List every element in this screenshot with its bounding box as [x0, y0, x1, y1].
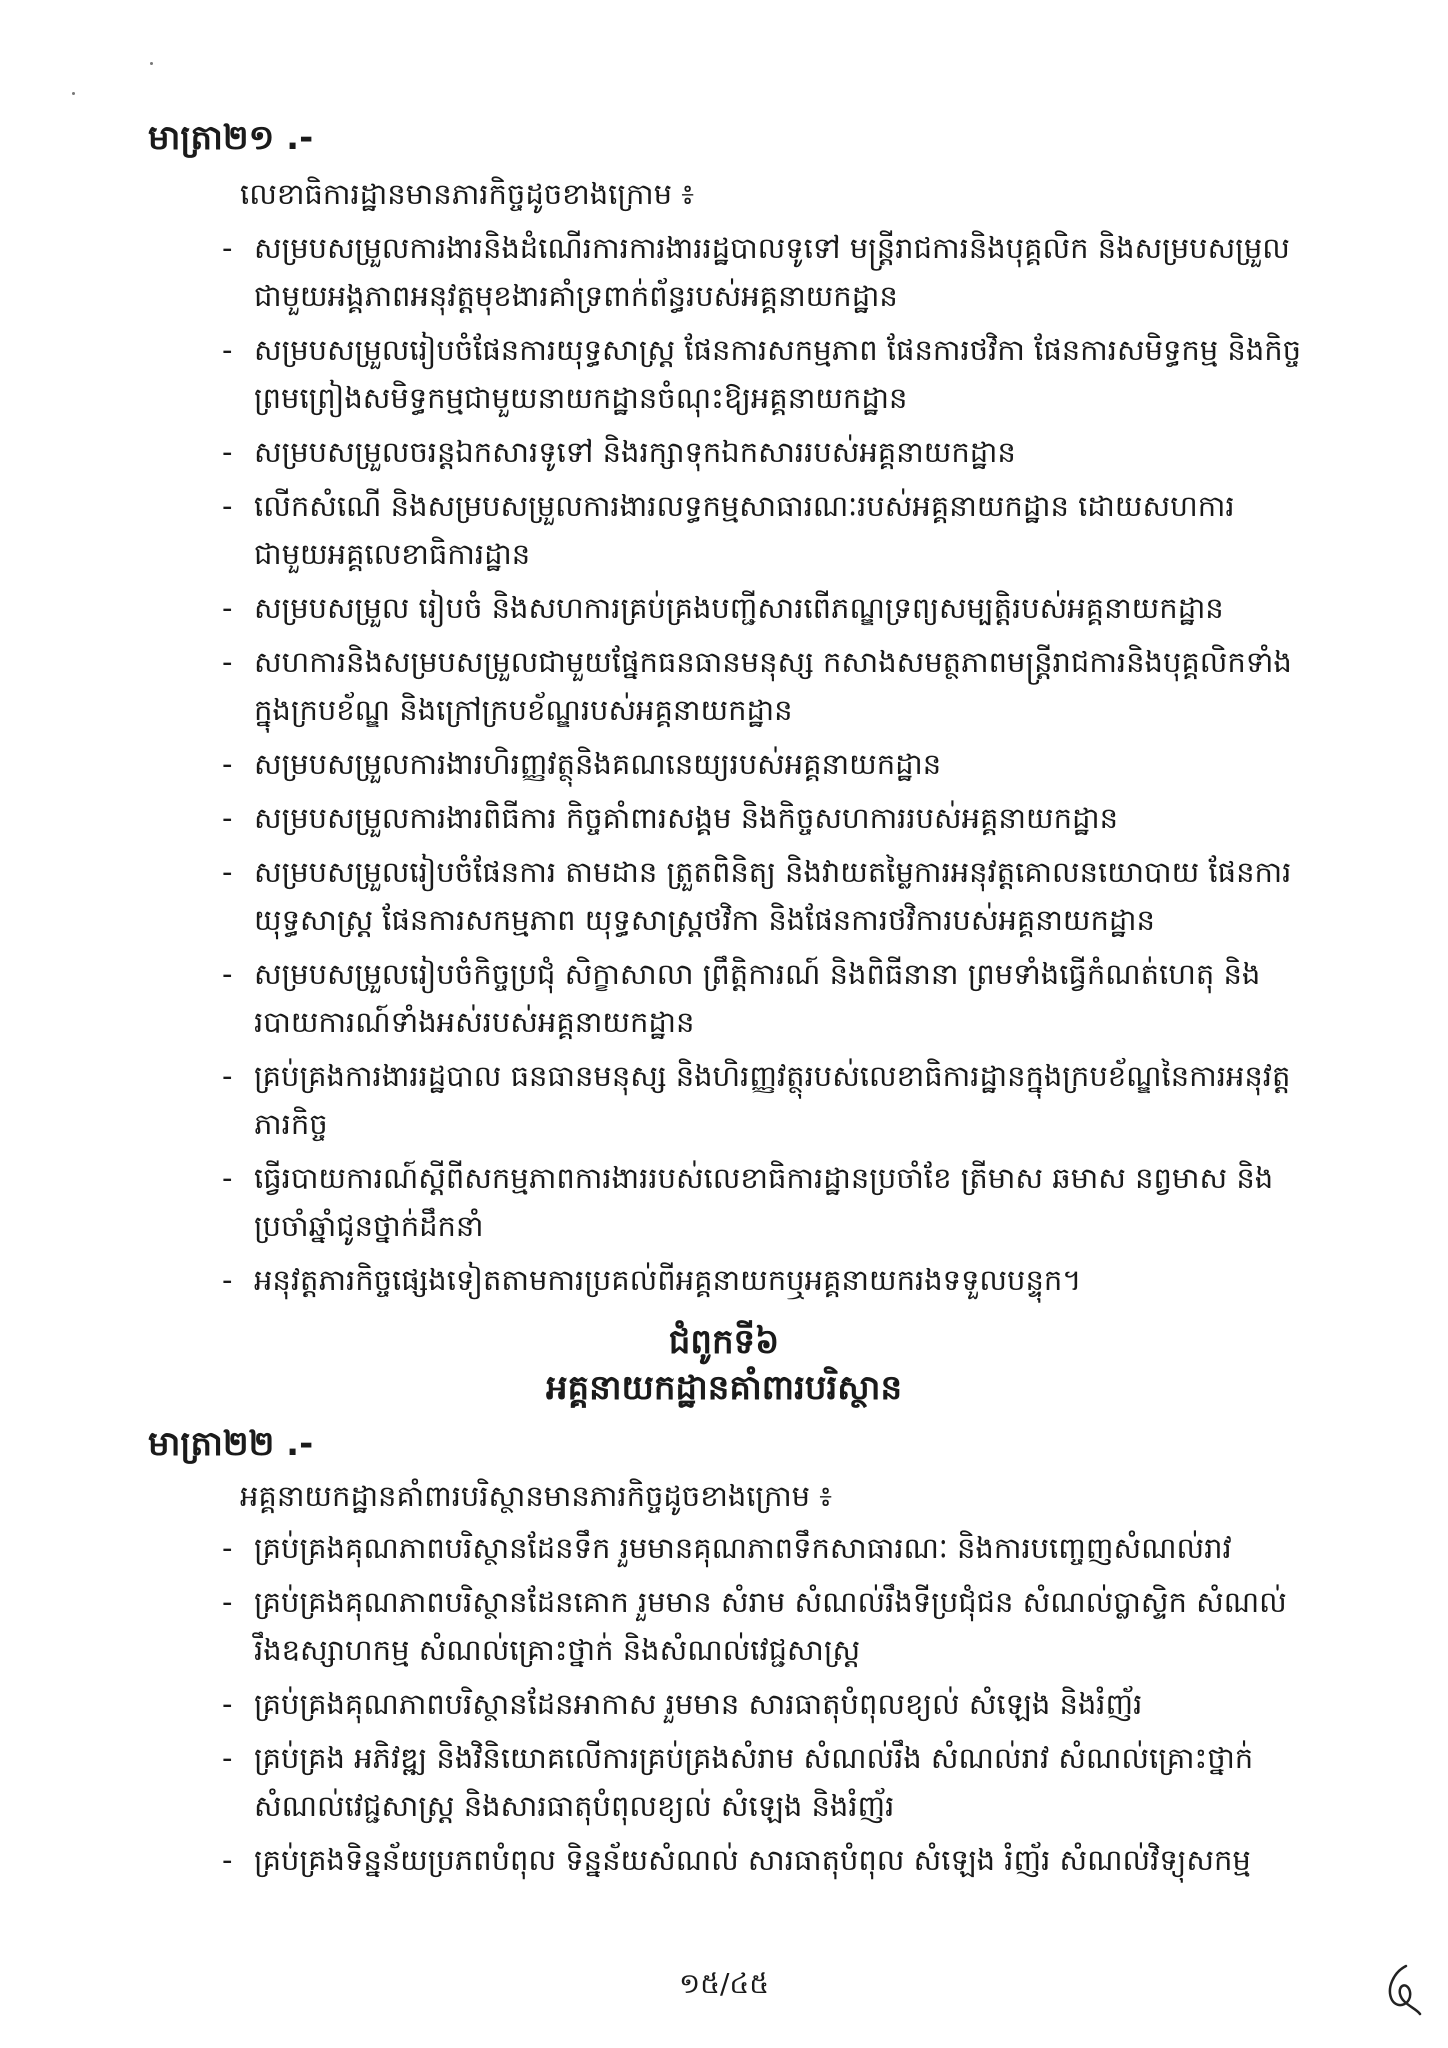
- list-item-text: សហការនិងសម្របសម្រួលជាមួយផ្នែកធនធានមនុស្ស កសាងសមត្ថភាពមន្ត្រីរាជការនិងបុគ្គលិកទាំងក្នុងក្របខ័ណ្ឌ និងក្រៅក្របខ័ណ្ឌរបស់អគ្គនាយកដ្ឋាន: [254, 645, 1292, 727]
- list-item: [222, 1680, 1302, 1728]
- list-item: [222, 1524, 1302, 1572]
- list-item-text: សម្របសម្រួលរៀបចំផែនការយុទ្ធសាស្ត្រ ផែនការសកម្មភាព ផែនការថវិកា ផែនការសមិទ្ធកម្ម និងកិច្ចព្រមព្រៀងសមិទ្ធកម្មជាមួយនាយកដ្ឋានចំណុះឱ្យអគ្គនាយកដ្ឋាន: [254, 333, 1302, 415]
- list-item: [222, 1836, 1302, 1884]
- list-bullet: -: [222, 957, 233, 991]
- article-21-duties-list: [222, 224, 1302, 1310]
- list-item: [222, 326, 1302, 422]
- article-22-heading: មាត្រា២២ .-: [148, 1424, 314, 1464]
- list-item-text: សម្របសម្រួលរៀបចំផែនការ តាមដាន ត្រួតពិនិត្យ និងវាយតម្លៃការអនុវត្តគោលនយោបាយ ផែនការយុទ្ធសាស្ត្រ ផែនការសកម្មភាព យុទ្ធសាស្ត្រថវិកា និងផែនការថវិការបស់អគ្គនាយកដ្ឋាន: [254, 855, 1292, 937]
- list-item: [222, 224, 1302, 320]
- scan-speck: [150, 62, 153, 65]
- list-bullet: -: [222, 645, 233, 679]
- list-item-text: គ្រប់គ្រង អភិវឌ្ឍ និងវិនិយោគលើការគ្រប់គ្រងសំរាម សំណល់រឹង សំណល់រាវ សំណល់គ្រោះថ្នាក់ សំណល់វេជ្ជសាស្ត្រ និងសារធាតុបំពុលខ្យល់ សំឡេង និងរំញ័រ: [254, 1741, 1254, 1823]
- list-item: [222, 584, 1302, 632]
- list-bullet: -: [222, 435, 233, 469]
- article-22-duties-list: [222, 1524, 1302, 1890]
- list-bullet: -: [222, 591, 233, 625]
- list-item: [222, 1734, 1302, 1830]
- list-item-text: គ្រប់គ្រងគុណភាពបរិស្ថានដែនទឹក រួមមានគុណភាពទឹកសាធារណៈ និងការបញ្ចេញសំណល់រាវ: [254, 1531, 1232, 1565]
- list-bullet: -: [222, 1263, 233, 1297]
- page-number: ១៥/៤៥: [678, 1967, 770, 2000]
- article-21-heading: មាត្រា២១ .-: [148, 118, 314, 158]
- list-item-text: ធ្វើរបាយការណ៍ស្តីពីសកម្មភាពការងាររបស់លេខាធិការដ្ឋានប្រចាំខែ ត្រីមាស ឆមាស នព្វមាស និងប្រចាំឆ្នាំជូនថ្នាក់ដឹកនាំ: [254, 1161, 1274, 1243]
- list-bullet: -: [222, 333, 233, 367]
- list-item: [222, 638, 1302, 734]
- list-item-text: សម្របសម្រួលការងារហិរញ្ញវត្ថុនិងគណនេយ្យរបស់អគ្គនាយកដ្ឋាន: [254, 747, 942, 781]
- list-item-text: សម្របសម្រួលការងារពិធីការ កិច្ចគាំពារសង្គម និងកិច្ចសហការរបស់អគ្គនាយកដ្ឋាន: [254, 801, 1119, 835]
- list-bullet: -: [222, 1585, 233, 1619]
- chapter-number: ជំពូកទី៦: [668, 1322, 780, 1362]
- list-item: [222, 1256, 1302, 1304]
- list-item: [222, 1578, 1302, 1674]
- list-item: [222, 1154, 1302, 1250]
- list-item: [222, 848, 1302, 944]
- list-bullet: -: [222, 1843, 233, 1877]
- list-bullet: -: [222, 1059, 233, 1093]
- list-item: [222, 794, 1302, 842]
- scan-speck: [72, 92, 75, 95]
- handwritten-initial-mark: [1376, 1958, 1426, 2018]
- list-bullet: -: [222, 1531, 233, 1565]
- list-item: [222, 740, 1302, 788]
- list-item-text: សម្របសម្រួលការងារនិងដំណើរការការងាររដ្ឋបាលទូទៅ មន្ត្រីរាជការនិងបុគ្គលិក និងសម្របសម្រួលជាមួយអង្គភាពអនុវត្តមុខងារគាំទ្រពាក់ព័ន្ធរបស់អគ្គនាយកដ្ឋាន: [254, 231, 1290, 313]
- list-item-text: លើកសំណើ និងសម្របសម្រួលការងារលទ្ធកម្មសាធារណៈរបស់អគ្គនាយកដ្ឋាន ដោយសហការជាមួយអគ្គលេខាធិការដ្ឋាន: [254, 489, 1235, 571]
- list-item-text: គ្រប់គ្រងគុណភាពបរិស្ថានដែនអាកាស រួមមាន សារធាតុបំពុលខ្យល់ សំឡេង និងរំញ័រ: [254, 1687, 1143, 1721]
- list-bullet: -: [222, 231, 233, 265]
- list-bullet: -: [222, 801, 233, 835]
- list-bullet: -: [222, 1161, 233, 1195]
- list-item-text: គ្រប់គ្រងគុណភាពបរិស្ថានដែនគោក រួមមាន សំរាម សំណល់រឹងទីប្រជុំជន សំណល់ប្លាស្ទិក សំណល់រឹងឧស្សាហកម្ម សំណល់គ្រោះថ្នាក់ និងសំណល់វេជ្ជសាស្ត្រ: [254, 1585, 1287, 1667]
- list-item: [222, 482, 1302, 578]
- list-item-text: អនុវត្តភារកិច្ចផ្សេងទៀតតាមការប្រគល់ពីអគ្គនាយកឬអគ្គនាយករងទទួលបន្ទុក។: [254, 1263, 1082, 1297]
- article-21-intro: លេខាធិការដ្ឋានមានភារកិច្ចដូចខាងក្រោម ៖: [240, 177, 694, 211]
- article-22-intro: អគ្គនាយកដ្ឋានគាំពារបរិស្ថានមានភារកិច្ចដូចខាងក្រោម ៖: [240, 1479, 833, 1513]
- list-bullet: -: [222, 1687, 233, 1721]
- list-item-text: សម្របសម្រួលចរន្តឯកសារទូទៅ និងរក្សាទុកឯកសាររបស់អគ្គនាយកដ្ឋាន: [254, 435, 1016, 469]
- list-item-text: សម្របសម្រួល រៀបចំ និងសហការគ្រប់គ្រងបញ្ជីសារពើភណ្ឌទ្រព្យសម្បត្តិរបស់អគ្គនាយកដ្ឋាន: [254, 591, 1224, 625]
- list-item: [222, 428, 1302, 476]
- chapter-title: អគ្គនាយកដ្ឋានគាំពារបរិស្ថាន: [545, 1368, 903, 1408]
- list-bullet: -: [222, 489, 233, 523]
- list-item-text: សម្របសម្រួលរៀបចំកិច្ចប្រជុំ សិក្ខាសាលា ព្រឹត្តិការណ៍ និងពិធីនានា ព្រមទាំងធ្វើកំណត់ហេតុ និងរបាយការណ៍ទាំងអស់របស់អគ្គនាយកដ្ឋាន: [254, 957, 1261, 1039]
- list-item-text: គ្រប់គ្រងទិន្នន័យប្រភពបំពុល ទិន្នន័យសំណល់ សារធាតុបំពុល សំឡេង រំញ័រ សំណល់វិទ្យុសកម្ម: [254, 1843, 1251, 1877]
- list-bullet: -: [222, 855, 233, 889]
- list-bullet: -: [222, 1741, 233, 1775]
- list-item-text: គ្រប់គ្រងការងាររដ្ឋបាល ធនធានមនុស្ស និងហិរញ្ញវត្ថុរបស់លេខាធិការដ្ឋានក្នុងក្របខ័ណ្ឌនៃការអនុវត្តភារកិច្ច: [254, 1059, 1291, 1141]
- list-item: [222, 1052, 1302, 1148]
- list-bullet: -: [222, 747, 233, 781]
- list-item: [222, 950, 1302, 1046]
